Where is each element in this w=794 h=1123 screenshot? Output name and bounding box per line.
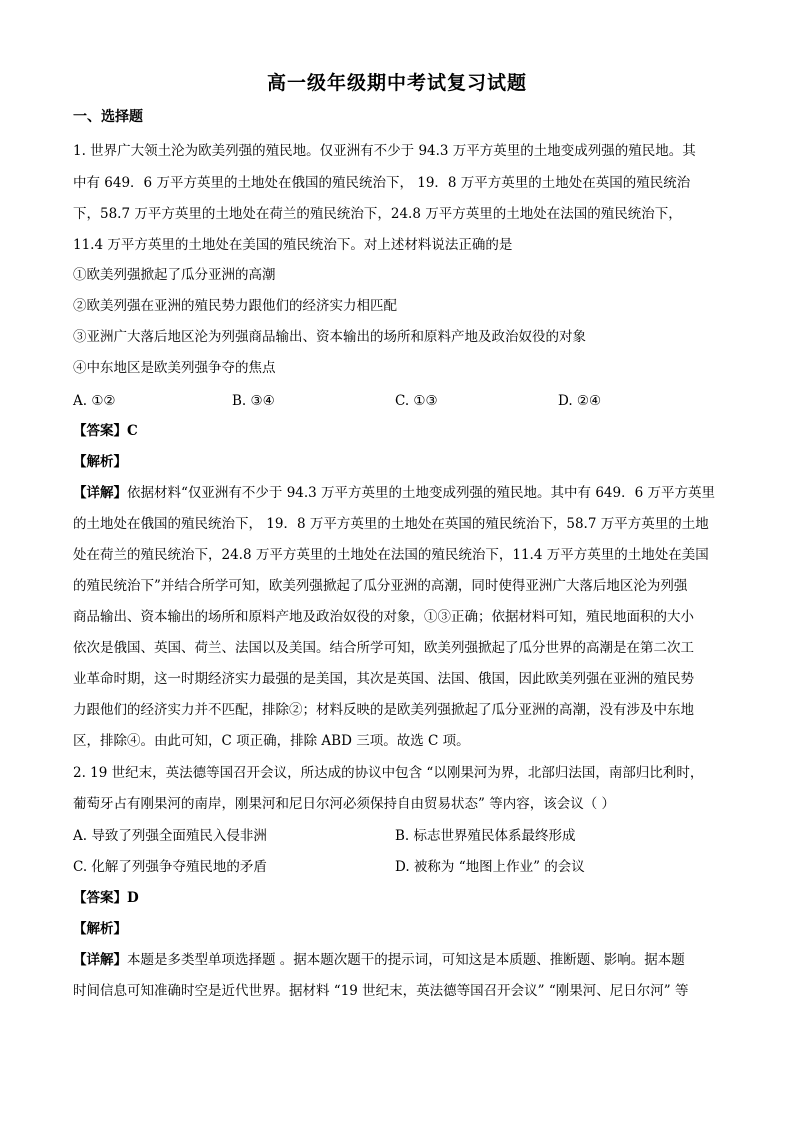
detail-text: 本题是多类型单项选择题 。据本题次题干的提示词，可知这是本质题、推断题、影响。据本题 [127,952,685,968]
q1-answer [73,421,138,441]
q1-line: 1. 世界广大领土沦为欧美列强的殖民地。仅亚洲有不少于 94.3 万平方英里的土地变成列强的殖民地。其 [73,143,696,159]
q1-statement: ②欧美列强在亚洲的殖民势力跟他们的经济实力相匹配 [73,298,397,314]
q1-statement: ①欧美列强掀起了瓜分亚洲的高潮 [73,267,276,283]
q1-statement: ③亚洲广大落后地区沦为列强商品输出、资本输出的场所和原料产地及政治奴役的对象 [73,329,586,345]
q1-detail-line [73,483,715,503]
q1-detail-line: 区，排除④。由此可知，C 项正确，排除 ABD 三项。故选 C 项。 [73,733,470,749]
q1-detail-line: 商品输出、资本输出的场所和原料产地及政治奴役的对象，①③正确；依据材料可知，殖民地面积的大小 [73,609,694,625]
q2-line: 2. 19 世纪末，英法德等国召开会议，所达成的协议中包含 “以刚果河为界，北部归法国，南部归比利时， [73,765,704,781]
q1-option-a: A. ①② [73,393,116,409]
detail-label: 【详解】 [73,952,127,968]
q2-option-d: D. 被称为 “地图上作业” 的会议 [395,859,585,875]
q1-line: 下，58.7 万平方英里的土地处在荷兰的殖民统治下，24.8 万平方英里的土地处在法国的殖民统治下， [73,206,682,222]
answer-label: 【答案】C [73,423,138,439]
q2-detail-line [73,950,685,970]
q2-answer [73,888,139,908]
q1-statement: ④中东地区是欧美列强争夺的焦点 [73,360,276,376]
q2-analysis-label: 【解析】 [73,921,127,937]
q1-detail-line: 处在荷兰的殖民统治下，24.8 万平方英里的土地处在法国的殖民统治下，11.4 万平方英里的土地处在美国 [73,547,709,563]
section-heading: 一、选择题 [73,109,143,125]
q1-detail-line: 的土地处在俄国的殖民统治下， 19．8 万平方英里的土地处在英国的殖民统治下，58.7 万平方英里的土地 [73,516,709,532]
q1-detail-line: 依次是俄国、英国、荷兰、法国以及美国。结合所学可知，欧美列强掀起了瓜分世界的高潮是在第二次工 [73,640,694,656]
q2-line: 葡萄牙占有刚果河的南岸，刚果河和尼日尔河必须保持自由贸易状态” 等内容，该会议（ ） [73,796,615,812]
q1-line: 中有 649．6 万平方英里的土地处在俄国的殖民统治下， 19．8 万平方英里的土地处在英国的殖民统治 [73,175,691,191]
q1-analysis-label: 【解析】 [73,454,127,470]
page-title: 高一级年级期中考试复习试题 [266,72,527,94]
q1-option-d: D. ②④ [558,393,602,409]
q1-detail-line: 力跟他们的经济实力并不匹配，排除②；材料反映的是欧美列强掀起了瓜分亚洲的高潮，没有涉及中东地 [73,702,694,718]
q2-detail-line: 时间信息可知准确时空是近代世界。据材料 “19 世纪末，英法德等国召开会议” “刚果河、尼日尔河” 等 [73,983,689,999]
answer-label: 【答案】D [73,890,139,906]
q2-option-b: B. 标志世界殖民体系最终形成 [395,828,576,844]
q2-option-a: A. 导致了列强全面殖民入侵非洲 [73,828,267,844]
q1-option-c: C. ①③ [395,393,438,409]
detail-label: 【详解】 [73,485,127,501]
q1-detail-line: 的殖民统治下”并结合所学可知，欧美列强掀起了瓜分亚洲的高潮，同时使得亚洲广大落后地区沦为列强 [73,578,688,594]
q1-option-b: B. ③④ [232,393,275,409]
q1-detail-line: 业革命时期，这一时期经济实力最强的是美国，其次是英国、法国、俄国，因此欧美列强在亚洲的殖民势 [73,671,694,687]
q1-line: 11.4 万平方英里的土地处在美国的殖民统治下。对上述材料说法正确的是 [73,237,513,253]
q2-option-c: C. 化解了列强争夺殖民地的矛盾 [73,859,267,875]
detail-text: 依据材料“仅亚洲有不少于 94.3 万平方英里的土地变成列强的殖民地。其中有 649．6 万平方英里 [127,485,715,501]
